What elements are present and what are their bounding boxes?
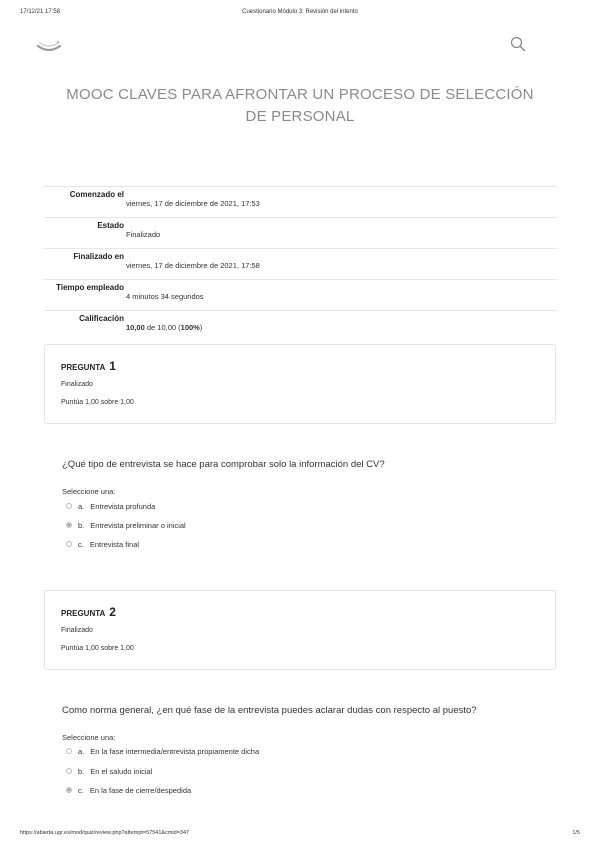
summary-row-time-taken — [44, 279, 557, 310]
option-text: Entrevista final — [89, 540, 140, 549]
site-logo-icon[interactable] — [36, 37, 62, 53]
attempt-summary-table — [44, 186, 557, 341]
question-heading — [61, 359, 116, 373]
answer-option[interactable] — [66, 540, 139, 552]
summary-value: 4 minutos 34 segundos — [126, 292, 204, 301]
question-prompt: Seleccione una: — [62, 487, 116, 496]
option-letter: a. — [78, 502, 85, 511]
question-state: Finalizado — [61, 381, 93, 388]
answer-option[interactable] — [66, 767, 152, 779]
question-label: PREGUNTA — [61, 363, 105, 372]
answer-option[interactable] — [66, 786, 191, 798]
question-score: Puntúa 1,00 sobre 1,00 — [61, 399, 134, 406]
option-letter: c. — [78, 786, 84, 795]
summary-label: Estado — [97, 221, 124, 230]
summary-value: viernes, 17 de diciembre de 2021, 17:58 — [126, 261, 260, 270]
radio-button-selected[interactable] — [66, 787, 72, 793]
question-info-box — [44, 344, 556, 424]
search-icon[interactable] — [510, 36, 526, 52]
grade-score: 10,00 — [126, 323, 145, 332]
radio-button-selected[interactable] — [66, 522, 72, 528]
question-text: Como norma general, ¿en qué fase de la entrevista puedes aclarar dudas con respecto al puesto? — [62, 705, 477, 716]
question-info-box — [44, 590, 556, 670]
option-letter: c. — [78, 540, 84, 549]
option-text: En la fase intermedia/entrevista propiamente dicha — [90, 747, 260, 756]
question-prompt: Seleccione una: — [62, 733, 116, 742]
question-label: PREGUNTA — [61, 609, 105, 618]
question-state: Finalizado — [61, 627, 93, 634]
summary-row-state — [44, 217, 557, 248]
summary-label: Calificación — [79, 314, 124, 323]
summary-label: Tiempo empleado — [56, 283, 124, 292]
radio-button[interactable] — [66, 748, 72, 754]
print-doc-title: Cuestionario Módulo 3: Revisión del intento — [242, 9, 358, 15]
course-title: MOOC CLAVES PARA AFRONTAR UN PROCESO DE SELECCIÓN DE PERSONAL — [66, 86, 534, 125]
print-datetime: 17/12/21 17:58 — [20, 9, 61, 15]
radio-button[interactable] — [66, 541, 72, 547]
print-url: https://abierta.ugr.es/mod/quiz/review.php?attempt=57541&cmid=347 — [20, 830, 190, 836]
radio-button[interactable] — [66, 503, 72, 509]
grade-value — [126, 323, 202, 332]
grade-of-text: de 10,00 ( — [146, 323, 181, 332]
grade-close: ) — [199, 323, 203, 332]
grade-percent: 100% — [180, 323, 200, 332]
option-text: Entrevista profunda — [90, 502, 156, 511]
summary-value: viernes, 17 de diciembre de 2021, 17:53 — [126, 199, 260, 208]
option-letter: b. — [78, 521, 85, 530]
question-heading — [61, 605, 116, 619]
summary-label: Comenzado el — [69, 190, 124, 199]
radio-button[interactable] — [66, 768, 72, 774]
summary-row-finished — [44, 248, 557, 279]
summary-row-grade — [44, 310, 557, 341]
question-number: 2 — [109, 605, 116, 619]
option-text: En la fase de cierre/despedida — [89, 786, 192, 795]
summary-value: Finalizado — [126, 230, 161, 239]
answer-option[interactable] — [66, 521, 186, 533]
summary-row-started — [44, 186, 557, 217]
option-text: Entrevista preliminar o inicial — [90, 521, 186, 530]
answer-option[interactable] — [66, 747, 259, 759]
answer-option[interactable] — [66, 502, 155, 514]
print-page-number: 1/5 — [572, 830, 580, 836]
option-text: En el saludo inicial — [90, 767, 153, 776]
question-score: Puntúa 1,00 sobre 1,00 — [61, 645, 134, 652]
option-letter: b. — [78, 767, 85, 776]
question-number: 1 — [109, 359, 116, 373]
summary-label: Finalizado en — [73, 252, 124, 261]
question-text: ¿Qué tipo de entrevista se hace para comprobar solo la información del CV? — [62, 459, 385, 470]
option-letter: a. — [78, 747, 85, 756]
